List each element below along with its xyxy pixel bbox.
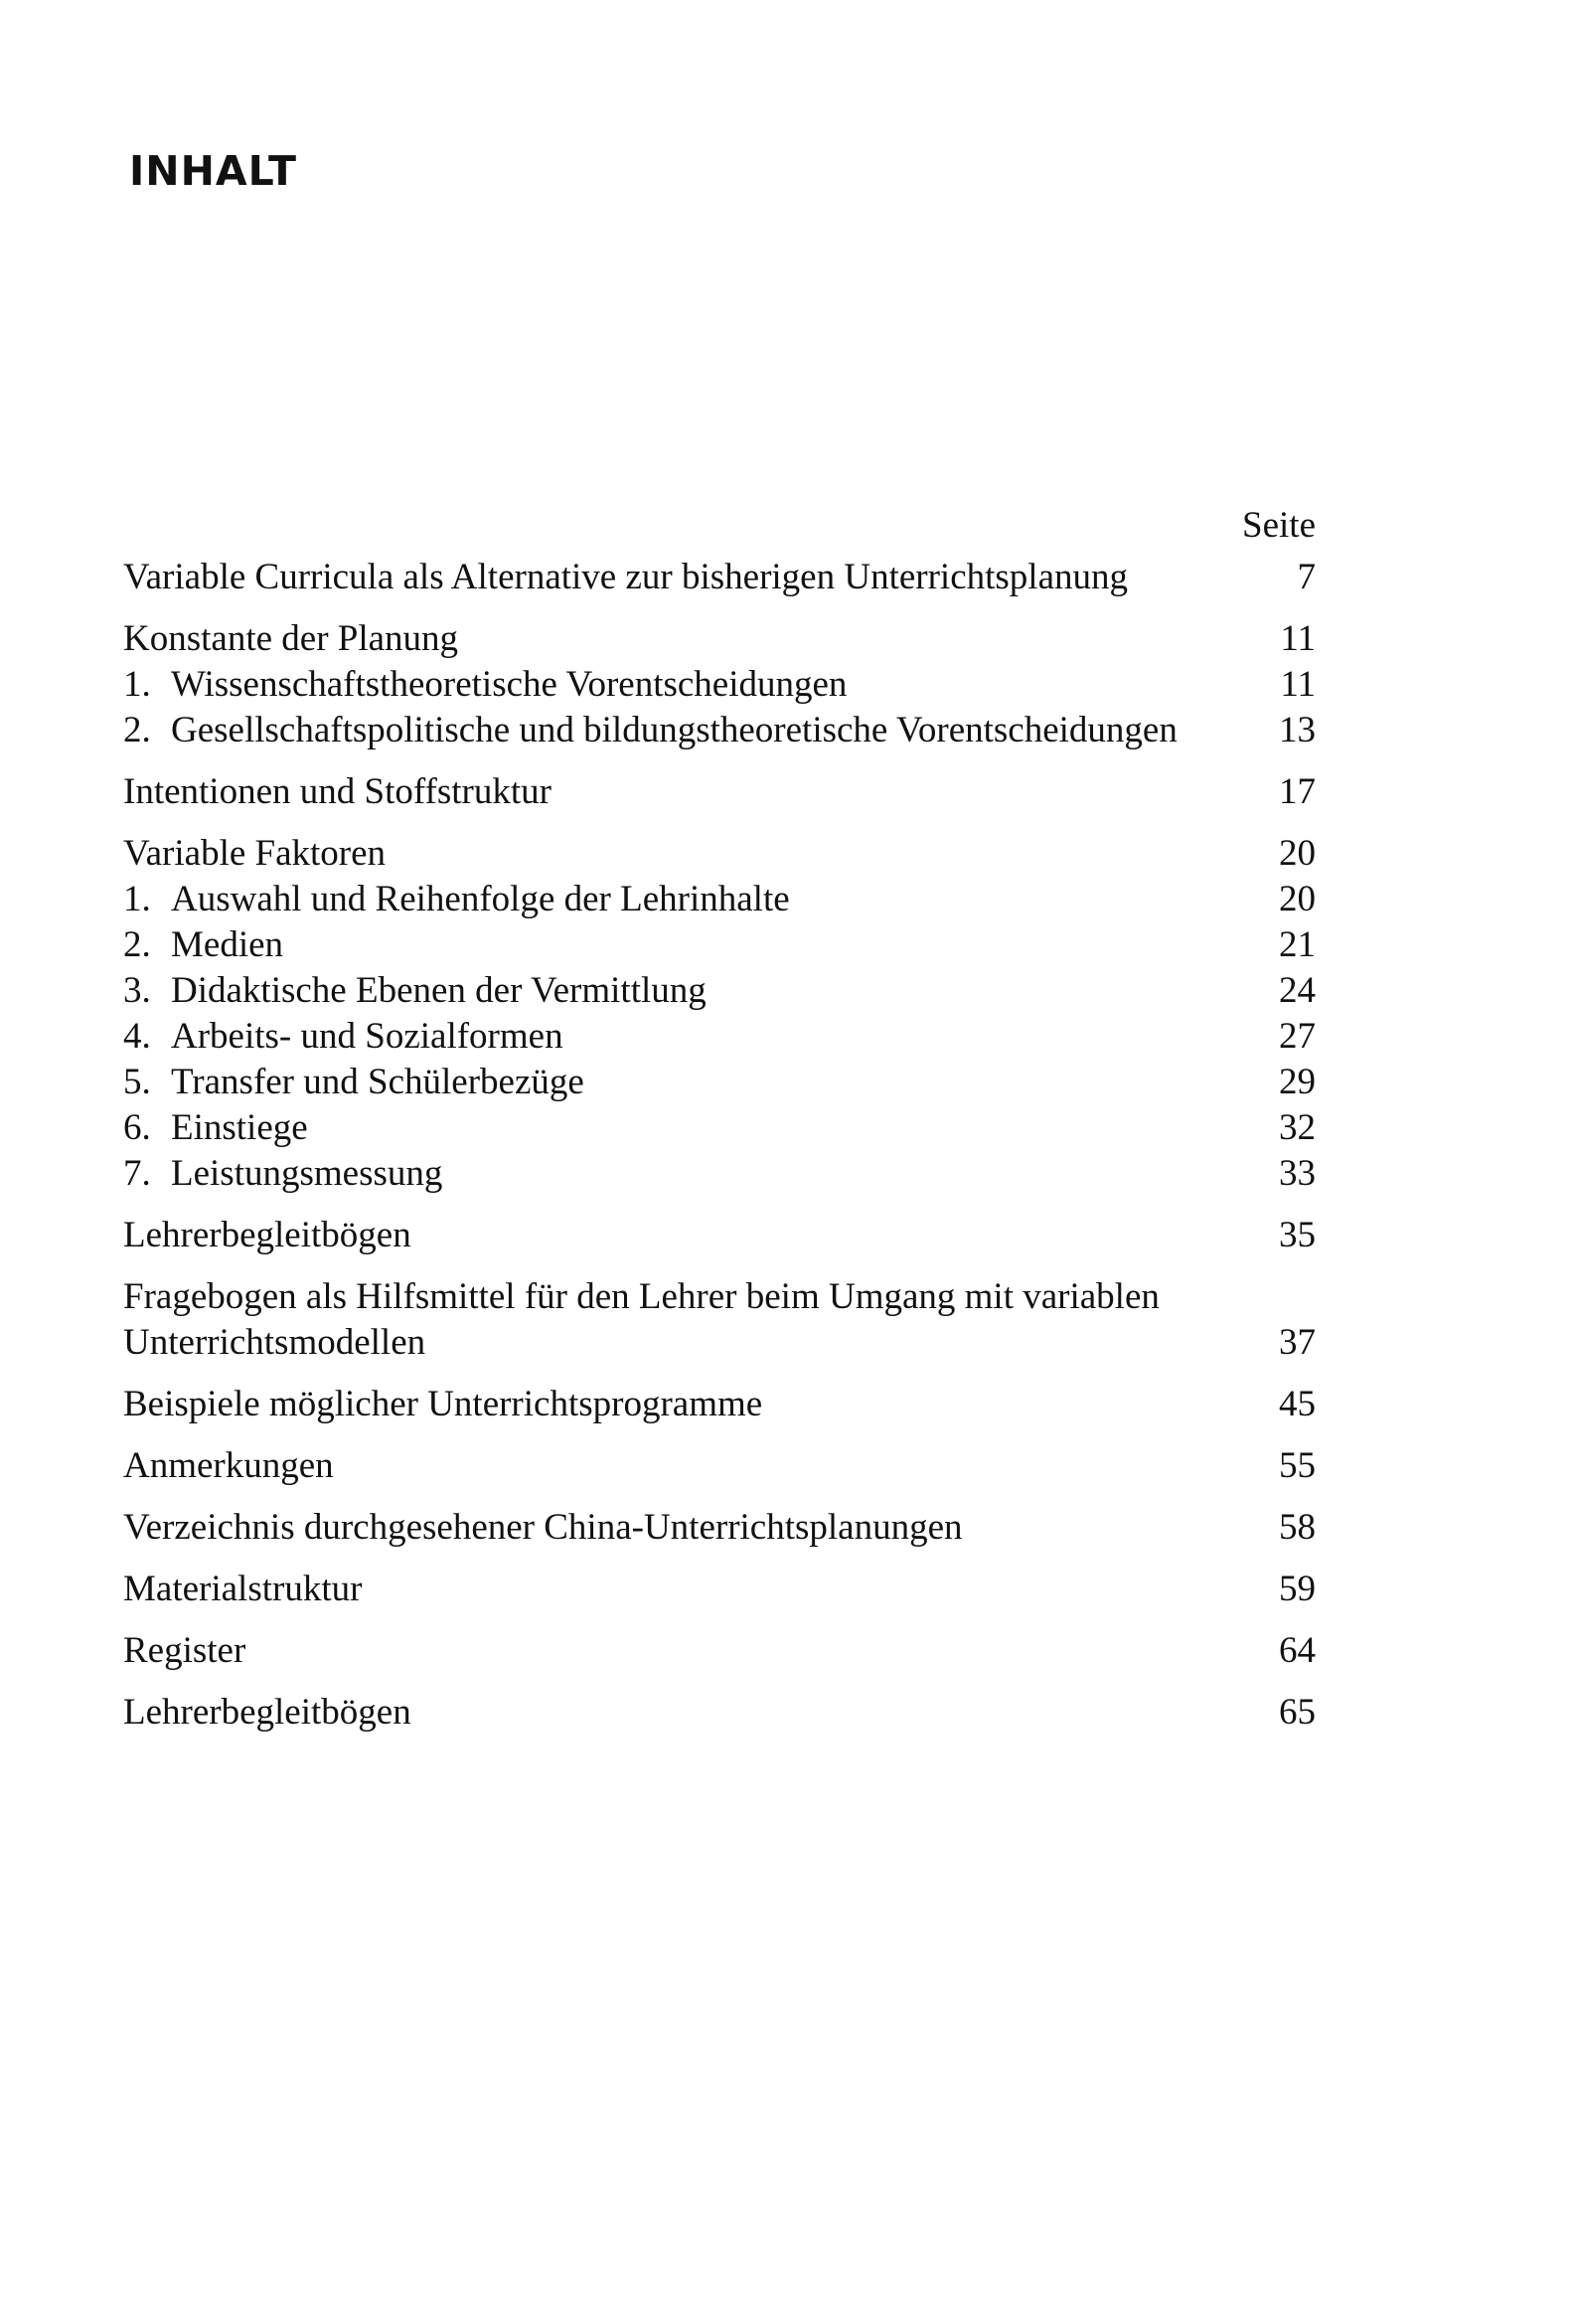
toc-entry-page: 37 <box>1279 1322 1316 1363</box>
toc-subentry[interactable] <box>123 1151 1316 1197</box>
toc-entry[interactable] <box>123 1505 1316 1551</box>
toc-entry-page: 11 <box>1280 664 1316 705</box>
toc-entry-page: 59 <box>1279 1569 1316 1609</box>
table-of-contents <box>123 497 1316 1736</box>
toc-entry[interactable] <box>123 1567 1316 1612</box>
toc-entry-title: Didaktische Ebenen der Vermittlung <box>171 970 707 1011</box>
toc-entry-title: Arbeits- und Sozialformen <box>171 1016 563 1057</box>
toc-entry-page: 20 <box>1279 833 1316 874</box>
toc-entry-number: 2. <box>123 924 151 965</box>
toc-subentry[interactable] <box>123 662 1316 708</box>
toc-entry-page: 21 <box>1279 924 1316 965</box>
toc-entry-title: Intentionen und Stoffstruktur <box>123 771 552 812</box>
toc-entry-page: 24 <box>1279 970 1316 1011</box>
toc-entry-page: 11 <box>1280 618 1316 659</box>
page-column-header: Seite <box>1242 505 1316 546</box>
toc-section-anmerkungen <box>123 1443 1316 1489</box>
toc-entry-page: 58 <box>1279 1507 1316 1548</box>
toc-section-beispiele <box>123 1382 1316 1427</box>
toc-section-konstante <box>123 616 1316 753</box>
toc-entry-title: Verzeichnis durchgesehener China-Unterrichtsplanungen <box>123 1507 963 1548</box>
toc-entry-page: 65 <box>1279 1692 1316 1733</box>
toc-entry[interactable] <box>123 831 1316 877</box>
toc-entry-title: Medien <box>171 924 284 965</box>
toc-entry-title: Auswahl und Reihenfolge der Lehrinhalte <box>171 879 790 919</box>
toc-section-variable-faktoren <box>123 831 1316 1197</box>
toc-entry-number: 1. <box>123 879 151 919</box>
toc-entry-page: 64 <box>1279 1630 1316 1671</box>
toc-entry-page: 33 <box>1279 1153 1316 1194</box>
toc-entry-title: Variable Faktoren <box>123 833 387 874</box>
toc-subentry[interactable] <box>123 877 1316 922</box>
toc-section-lehrerbegleitboegen-2 <box>123 1690 1316 1736</box>
toc-entry-number: 7. <box>123 1153 151 1194</box>
toc-entry[interactable] <box>123 1213 1316 1258</box>
toc-entry-page: 32 <box>1279 1107 1316 1148</box>
toc-subentry[interactable] <box>123 968 1316 1014</box>
toc-entry[interactable] <box>123 1443 1316 1489</box>
toc-entry-number: 2. <box>123 710 151 750</box>
toc-subentry[interactable] <box>123 1014 1316 1060</box>
toc-entry[interactable] <box>123 1690 1316 1736</box>
toc-entry-title: Materialstruktur <box>123 1569 363 1609</box>
toc-entry-title: Variable Curricula als Alternative zur bisherigen Unterrichtsplanung <box>123 557 1128 597</box>
toc-entry-page: 29 <box>1279 1062 1316 1102</box>
toc-subentry[interactable] <box>123 1060 1316 1105</box>
toc-entry-page: 13 <box>1279 710 1316 750</box>
toc-entry-title: Wissenschaftstheoretische Vorentscheidungen <box>171 664 848 705</box>
toc-entry[interactable] <box>123 555 1316 600</box>
toc-entry-title: Lehrerbegleitbögen <box>123 1692 411 1733</box>
page-title: INHALT <box>129 147 297 195</box>
toc-entry-number: 5. <box>123 1062 151 1102</box>
toc-entry-page: 27 <box>1279 1016 1316 1057</box>
toc-entry-title-line2: Unterrichtsmodellen <box>123 1322 426 1363</box>
toc-section-register <box>123 1628 1316 1674</box>
toc-entry-page: 55 <box>1279 1445 1316 1486</box>
toc-entry-number: 6. <box>123 1107 151 1148</box>
toc-entry-number: 1. <box>123 664 151 705</box>
toc-section-materialstruktur <box>123 1567 1316 1612</box>
toc-entry[interactable] <box>123 1628 1316 1674</box>
toc-entry-page: 7 <box>1297 557 1316 597</box>
toc-entry-page: 35 <box>1279 1215 1316 1255</box>
toc-section-intentionen <box>123 769 1316 815</box>
toc-section-fragebogen <box>123 1274 1316 1366</box>
toc-subentry[interactable] <box>123 708 1316 753</box>
toc-entry-title: Beispiele möglicher Unterrichtsprogramme <box>123 1384 763 1424</box>
toc-entry-title: Anmerkungen <box>123 1445 334 1486</box>
toc-section-lehrerbegleitboegen <box>123 1213 1316 1258</box>
toc-entry-title-line1: Fragebogen als Hilfsmittel für den Lehrer beim Umgang mit variablen <box>123 1276 1160 1317</box>
toc-entry-number: 4. <box>123 1016 151 1057</box>
toc-entry-page: 20 <box>1279 879 1316 919</box>
toc-entry-title: Konstante der Planung <box>123 618 459 659</box>
toc-entry-title: Gesellschaftspolitische und bildungstheoretische Vorentscheidungen <box>171 710 1178 750</box>
toc-entry[interactable] <box>123 616 1316 662</box>
toc-entry-page: 17 <box>1279 771 1316 812</box>
toc-entry[interactable] <box>123 1382 1316 1427</box>
toc-entry[interactable] <box>123 769 1316 815</box>
toc-entry-title: Lehrerbegleitbögen <box>123 1215 411 1255</box>
toc-subentry[interactable] <box>123 1105 1316 1151</box>
toc-entry-page: 45 <box>1279 1384 1316 1424</box>
toc-entry-title: Transfer und Schülerbezüge <box>171 1062 584 1102</box>
toc-section-variable-curricula <box>123 555 1316 600</box>
toc-entry-number: 3. <box>123 970 151 1011</box>
toc-entry-title: Register <box>123 1630 246 1671</box>
toc-section-verzeichnis <box>123 1505 1316 1551</box>
toc-entry[interactable] <box>123 1274 1316 1366</box>
toc-entry-title: Leistungsmessung <box>171 1153 443 1194</box>
toc-entry-title: Einstiege <box>171 1107 308 1148</box>
toc-subentry[interactable] <box>123 922 1316 968</box>
